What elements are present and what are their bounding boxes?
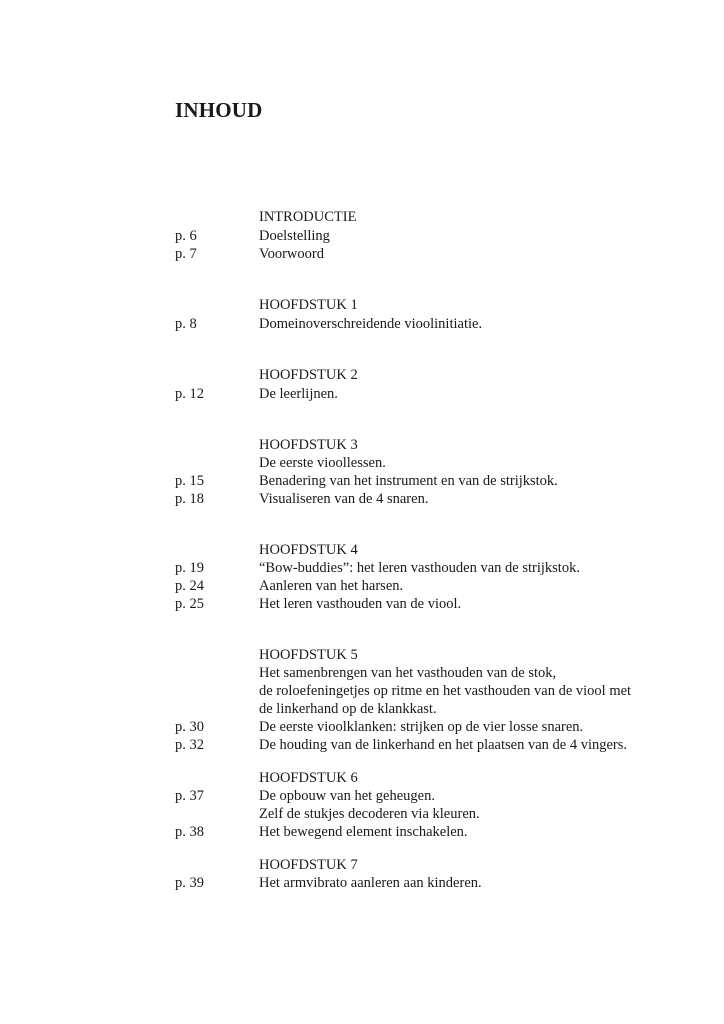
section-heading [0, 366, 724, 384]
entry-text: de roloefeningetjes op ritme en het vasthouden van de viool met [259, 683, 632, 699]
toc-entry [0, 245, 724, 263]
toc-entry [0, 315, 724, 333]
section-heading [0, 769, 724, 787]
section-heading [0, 436, 724, 454]
entry-text: Voorwoord [259, 246, 324, 262]
toc-entry [0, 490, 724, 508]
entry-text: De leerlijnen. [259, 386, 338, 402]
entry-text: Het leren vasthouden van de viool. [259, 596, 462, 612]
toc-entry [0, 718, 724, 736]
toc-entry [0, 577, 724, 595]
section-heading-text: HOOFDSTUK 3 [259, 437, 358, 453]
page-number: p. 18 [175, 491, 204, 507]
toc-entry [0, 700, 724, 718]
section-heading-text: HOOFDSTUK 4 [259, 542, 358, 558]
toc-entry [0, 736, 724, 754]
toc-entry [0, 664, 724, 682]
section-heading [0, 856, 724, 874]
page-number: p. 30 [175, 719, 204, 735]
entry-text: de linkerhand op de klankkast. [259, 701, 437, 717]
page-number: p. 25 [175, 596, 204, 612]
toc-entry [0, 385, 724, 403]
page-number: p. 32 [175, 737, 204, 753]
section-heading-text: HOOFDSTUK 1 [259, 297, 358, 313]
page-title: INHOUD [175, 98, 263, 122]
toc-entry [0, 454, 724, 472]
toc-entry [0, 682, 724, 700]
section-heading-text: HOOFDSTUK 2 [259, 367, 358, 383]
page-number: p. 6 [175, 228, 197, 244]
page-number: p. 39 [175, 875, 204, 891]
page-number: p. 37 [175, 788, 204, 804]
section-heading [0, 646, 724, 664]
section-heading [0, 541, 724, 559]
page-number: p. 38 [175, 824, 204, 840]
toc-entry [0, 874, 724, 892]
entry-text: Het bewegend element inschakelen. [259, 824, 468, 840]
entry-text: De houding van de linkerhand en het plaatsen van de 4 vingers. [259, 737, 628, 753]
toc-entry [0, 823, 724, 841]
page-number: p. 24 [175, 578, 204, 594]
section-heading [0, 208, 724, 226]
section-heading-text: HOOFDSTUK 6 [259, 770, 358, 786]
toc-entry [0, 559, 724, 577]
entry-text: Visualiseren van de 4 snaren. [259, 491, 429, 507]
page-number: p. 12 [175, 386, 204, 402]
entry-text: Benadering van het instrument en van de strijkstok. [259, 473, 558, 489]
entry-text: “Bow-buddies”: het leren vasthouden van de strijkstok. [259, 560, 580, 576]
entry-text: Doelstelling [259, 228, 330, 244]
section-heading-text: INTRODUCTIE [259, 209, 357, 225]
toc-entry [0, 595, 724, 613]
page-number: p. 8 [175, 316, 197, 332]
page-number: p. 7 [175, 246, 197, 262]
entry-text: Domeinoverschreidende vioolinitiatie. [259, 316, 483, 332]
toc-entry [0, 227, 724, 245]
entry-text: Zelf de stukjes decoderen via kleuren. [259, 806, 480, 822]
section-heading-text: HOOFDSTUK 7 [259, 857, 358, 873]
page-number: p. 19 [175, 560, 204, 576]
page-number: p. 15 [175, 473, 204, 489]
entry-text: Het samenbrengen van het vasthouden van de stok, [259, 665, 557, 681]
section-heading-text: HOOFDSTUK 5 [259, 647, 358, 663]
entry-text: Het armvibrato aanleren aan kinderen. [259, 875, 482, 891]
toc-entry [0, 472, 724, 490]
section-heading [0, 296, 724, 314]
entry-text: De eerste vioolklanken: strijken op de vier losse snaren. [259, 719, 584, 735]
entry-text: De opbouw van het geheugen. [259, 788, 435, 804]
entry-text: Aanleren van het harsen. [259, 578, 404, 594]
toc-entry [0, 787, 724, 805]
toc-entry [0, 805, 724, 823]
entry-text: De eerste vioollessen. [259, 455, 386, 471]
